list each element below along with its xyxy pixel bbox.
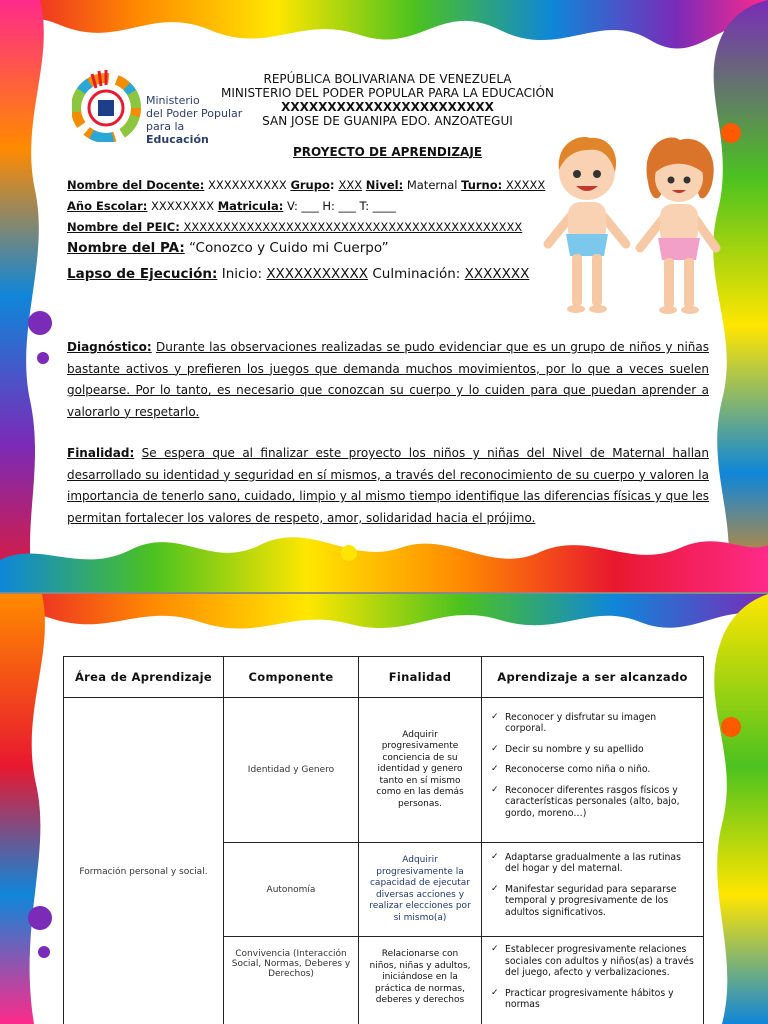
lapso-label: Lapso de Ejecución: <box>67 266 218 282</box>
goal-list <box>483 706 702 835</box>
grupo-label: Grupo <box>290 178 330 192</box>
pa-label: Nombre del PA: <box>67 240 185 256</box>
info-line-lapso <box>67 266 529 282</box>
header-area: Área de Aprendizaje <box>64 657 224 698</box>
componente-cell: Autonomía <box>224 843 359 937</box>
goal-item: ✓ Establecer progresivamente relaciones sociales con adultos y niños(as) a través del juego, afecto y verbalizaciones. <box>489 944 696 979</box>
goal-item: ✓ Practicar progresivamente hábitos y normas <box>489 988 696 1011</box>
aprendizaje-cell <box>482 937 704 1024</box>
grupo-value: XXX <box>338 178 363 192</box>
diagnostico-text: Durante las observaciones realizadas se pudo evidenciar que es un grupo de niños y niñas bastante activos y prefieren los juegos que demanda muchos movimientos, por lo que a veces suelen golpearse. Por lo tanto, es necesario que conozcan su cuerpo y lo cuiden para que puedan aprender a valorarlo y respetarlo. <box>67 340 709 419</box>
table-header-row <box>64 657 704 698</box>
turno-label: Turno: <box>461 178 503 192</box>
ministry-logo-icon <box>72 68 142 142</box>
children-illustration <box>540 132 725 317</box>
header-line-1: REPÚBLICA BOLIVARIANA DE VENEZUELA <box>263 72 512 86</box>
grupo-colon: : <box>329 178 339 192</box>
finalidad-label: Finalidad: <box>67 446 135 460</box>
info-line-anio <box>67 199 396 213</box>
header-line-2: MINISTERIO DEL PODER POPULAR PARA LA EDUCACIÓN <box>221 86 554 100</box>
goal-list <box>483 938 702 1024</box>
header-finalidad: Finalidad <box>359 657 482 698</box>
nivel-label: Nivel: <box>365 178 404 192</box>
header-line-3: XXXXXXXXXXXXXXXXXXXXXXX <box>281 100 494 114</box>
info-line-pa <box>67 240 389 256</box>
header-line-4: SAN JOSE DE GUANIPA EDO. ANZOATEGUI <box>262 114 513 128</box>
goal-item: ✓ Reconocer diferentes rasgos físicos y características personales (alto, bajo, gordo, moreno…) <box>489 785 696 820</box>
docente-value: XXXXXXXXXX <box>204 178 291 192</box>
pa-value: “Conozco y Cuido mi Cuerpo” <box>184 240 389 256</box>
goal-item: ✓ Reconocerse como niña o niño. <box>489 764 696 776</box>
peic-value: XXXXXXXXXXXXXXXXXXXXXXXXXXXXXXXXXXXXXXXXXXX <box>179 220 523 234</box>
componente-cell: Convivencia (Interacción Social, Normas, Deberes y Derechos) <box>224 937 359 1024</box>
culminacion-value: XXXXXXX <box>464 266 530 282</box>
goal-item: ✓ Reconocer y disfrutar su imagen corporal. <box>489 712 696 735</box>
diagnostico-label: Diagnóstico: <box>67 340 152 354</box>
goal-item: ✓ Manifestar seguridad para separarse temporal y progresivamente de los adultos significativos. <box>489 884 696 919</box>
info-line-docente <box>67 178 545 192</box>
culminacion-label: Culminación: <box>368 266 465 282</box>
info-line-peic <box>67 220 522 234</box>
finalidad-text: Se espera que al finalizar este proyecto los niños y niñas del Nivel de Maternal hallan desarrollado su identidad y seguridad en sí mismos, a través del reconocimiento de su cuerpo y valoren la importancia de tenerlo sano, cuidado, limpio y al mismo tiempo identifique las diferencias físicas y que les permitan fortalecer los valores de respeto, amor, solidaridad hacia el prójimo. <box>67 446 709 525</box>
area-cell: Formación personal y social. <box>64 698 224 1024</box>
diagnostico-paragraph <box>67 337 709 423</box>
learning-table <box>63 656 704 1024</box>
logo-line-3-bold: Educación <box>146 133 209 146</box>
inicio-value: XXXXXXXXXXX <box>266 266 369 282</box>
goal-item: ✓ Adaptarse gradualmente a las rutinas del hogar y del maternal. <box>489 852 696 875</box>
goal-list <box>483 846 702 934</box>
aprendizaje-cell <box>482 843 704 937</box>
document-title: PROYECTO DE APRENDIZAJE <box>292 145 483 159</box>
finalidad-paragraph <box>67 443 709 529</box>
anio-label: Año Escolar: <box>67 199 148 213</box>
goal-item: ✓ Decir su nombre y su apellido <box>489 744 696 756</box>
matricula-value: V: ___ H: ___ T: ____ <box>283 199 396 213</box>
header-componente: Componente <box>224 657 359 698</box>
table-row <box>64 698 704 843</box>
componente-cell: Identidad y Genero <box>224 698 359 843</box>
girl-figure <box>640 137 716 314</box>
finalidad-cell: Relacionarse con niños, niñas y adultos, iniciándose en la práctica de normas, deberes y derechos <box>359 937 482 1024</box>
document-page-2 <box>0 594 768 1024</box>
institution-header <box>200 72 575 128</box>
matricula-label: Matricula: <box>217 199 284 213</box>
peic-label: Nombre del PEIC: <box>67 220 180 234</box>
logo-line-3-pre: para la <box>146 120 185 133</box>
nivel-value: Maternal <box>403 178 462 192</box>
inicio-label: Inicio: <box>217 266 267 282</box>
turno-value: XXXXX <box>502 178 546 192</box>
finalidad-cell: Adquirir progresivamente la capacidad de ejecutar diversas acciones y realizar elecciones por si mismo(a) <box>359 843 482 937</box>
finalidad-cell: Adquirir progresivamente conciencia de su identidad y genero tanto en sí mismo como en las demás personas. <box>359 698 482 843</box>
aprendizaje-cell <box>482 698 704 843</box>
docente-label: Nombre del Docente: <box>67 178 205 192</box>
logo-line-2: del Poder Popular <box>146 107 243 120</box>
anio-value: XXXXXXXX <box>147 199 218 213</box>
boy-figure <box>548 137 626 313</box>
header-aprendizaje: Aprendizaje a ser alcanzado <box>482 657 704 698</box>
logo-line-1: Ministerio <box>146 94 200 107</box>
